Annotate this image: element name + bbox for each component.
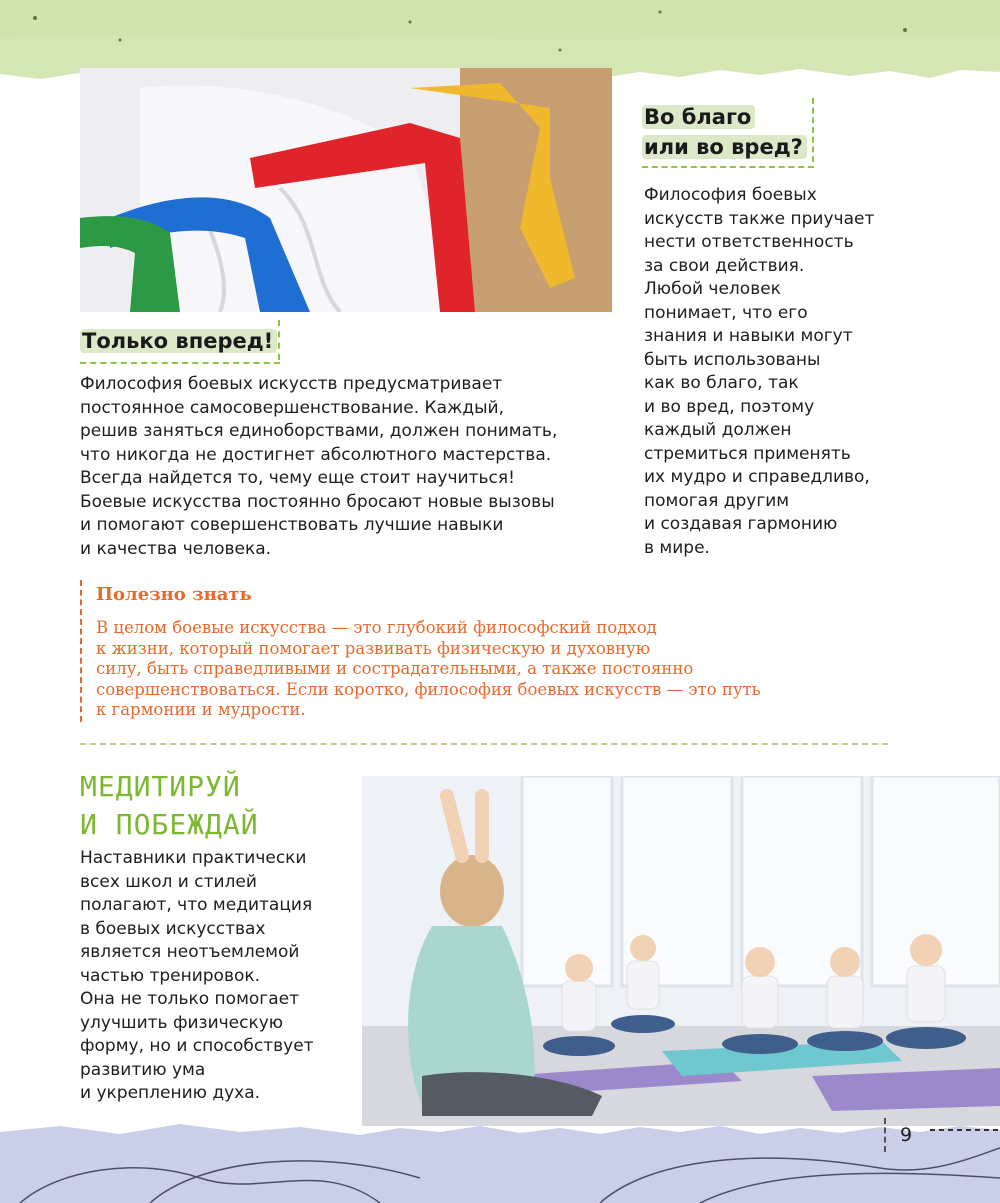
- text-meditate: Наставники практически всех школ и стилей полагают, что медитация в боевых искусствах является неотъемлемой частью тренировок. Она не только помогает улучшить физическую форму, но и способствует развитию ума и укреплению духа.: [80, 848, 314, 1103]
- tip-text: В целом боевые искусства — это глубокий философский подход к жизни, который помогает развивать физическую и духовную силу, быть справедливыми и сострадательными, а также постоянно совершенствоваться. Если коротко, философия боевых искусств — это путь к гармонии и мудрости.: [96, 618, 761, 719]
- heading-forward-underline: [80, 362, 280, 364]
- text-good-harm: Философия боевых искусств также приучает нести ответственность за свои действия. Любой человек понимает, что его знания и навыки могут быть использованы как во благо, так и во вред, поэтому каждый должен стремиться применять их мудро и справедливо, помогая другим и создавая гармонию в мире.: [644, 185, 875, 558]
- bottom-decorative-band: [0, 1118, 1000, 1203]
- section-divider: [80, 743, 888, 745]
- heading-forward: Только вперед!: [80, 326, 277, 356]
- heading-good-harm-underline: [642, 166, 814, 168]
- heading-good-harm: Во благо или во вред?: [642, 102, 807, 162]
- tip-title: Полезно знать: [96, 584, 252, 605]
- heading-good-harm-frame: [642, 98, 814, 162]
- photo-martial-arts-belts: [80, 68, 612, 312]
- heading-forward-frame: [80, 320, 280, 360]
- page-number: 9: [884, 1118, 926, 1152]
- text-forward: Философия боевых искусств предусматривает постоянное самосовершенствование. Каждый, решив заняться единоборствами, должен понимать, что никогда не достигнет абсолютного мастерства. Всегда найдется то, чему еще стоит научиться! Боевые искусства постоянно бросают новые вызовы и помогают совершенствовать лучшие навыки и качества человека.: [80, 374, 558, 559]
- photo-children-yoga-class: [362, 776, 1000, 1126]
- section-title-meditate: МЕДИТИРУЙ И ПОБЕЖДАЙ: [80, 770, 259, 841]
